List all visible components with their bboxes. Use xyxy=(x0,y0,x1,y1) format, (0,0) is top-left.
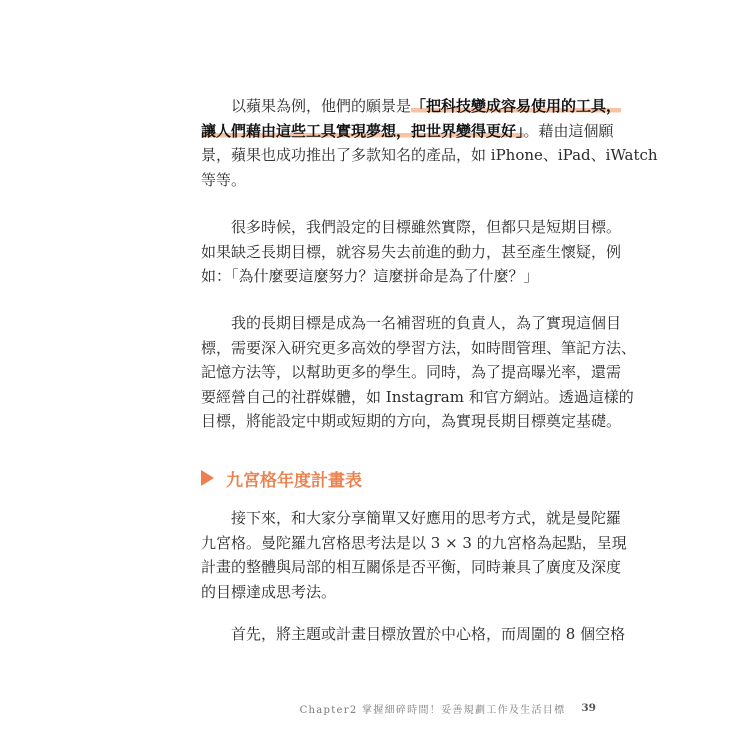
paragraph-line: 接下來，和大家分享簡單又好應用的思考方式，就是曼陀羅 xyxy=(231,509,622,527)
paragraph-line: 目標，將能設定中期或短期的方向，為實現長期目標奠定基礎。 xyxy=(201,412,622,430)
section-heading xyxy=(201,465,362,491)
body-text: 以蘋果為例，他們的願景是 xyxy=(231,97,412,115)
highlighted-quote: 「把科技變成容易使用的工具， xyxy=(411,97,622,115)
paragraph-line: 計畫的整體與局部的相互關係是否平衡，同時兼具了廣度及深度 xyxy=(201,558,622,576)
triangle-right-icon xyxy=(201,470,214,486)
highlighted-quote: 讓人們藉由這些工具實現夢想，把世界變得更好」 xyxy=(201,121,524,140)
paragraph-line: 記憶方法等，以幫助更多的學生。同時，為了提高曝光率，還需 xyxy=(201,363,622,381)
paragraph-personal-goal xyxy=(201,311,637,434)
paragraph-line: 很多時候，我們設定的目標雖然實際，但都只是短期目標。 xyxy=(231,218,622,236)
page-number: 39 xyxy=(581,702,596,714)
paragraph-line: 我的長期目標是成為一名補習班的負責人，為了實現這個目 xyxy=(231,314,622,332)
running-footer-chapter: Chapter2 掌握細碎時間！妥善規劃工作及生活目標 xyxy=(299,704,566,716)
paragraph-line: 如果缺乏長期目標，就容易失去前進的動力，甚至產生懷疑，例 xyxy=(201,242,622,261)
paragraph-line: 九宮格。曼陀羅九宮格思考法是以 3 × 3 的九宮格為起點，呈現 xyxy=(201,533,627,552)
section-title: 九宮格年度計畫表 xyxy=(226,470,362,491)
paragraph-line xyxy=(201,94,622,119)
paragraph-line: 標，需要深入研究更多高效的學習方法，如時間管理、筆記方法、 xyxy=(201,338,637,357)
paragraph-mandala-intro xyxy=(201,506,627,604)
paragraph-long-term-goals xyxy=(201,215,622,289)
paragraph-mandala-steps xyxy=(201,622,626,647)
paragraph-line: 景，蘋果也成功推出了多款知名的產品，如 iPhone、iPad、iWatch xyxy=(201,146,658,164)
paragraph-line: 首先，將主題或計畫目標放置於中心格，而周圍的 8 個空格 xyxy=(231,625,626,643)
page-footer xyxy=(299,700,596,716)
paragraph-line xyxy=(201,119,614,144)
paragraph-apple-vision xyxy=(201,94,658,192)
body-text: 。藉由這個願 xyxy=(523,121,614,140)
paragraph-line: 要經營自己的社群媒體，如 Instagram 和官方網站。透過這樣的 xyxy=(201,387,634,406)
paragraph-line: 的目標達成思考法。 xyxy=(201,582,337,601)
paragraph-line: 如：「為什麼要這麼努力？這麼拼命是為了什麼？」 xyxy=(201,267,539,285)
paragraph-line: 等等。 xyxy=(201,170,247,189)
